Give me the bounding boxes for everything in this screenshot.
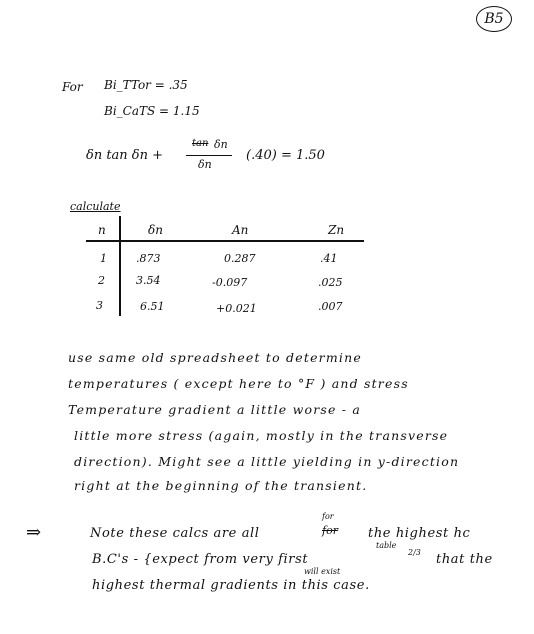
paragraph-line-6: right at the beginning of the transient. [74,478,368,493]
table-row-3-zn: .007 [318,300,343,313]
table-header-an: An [232,223,249,237]
note-line-2b: that the [436,552,493,567]
table-header-zn: Zn [328,223,345,237]
fraction-bar [186,155,232,156]
table-row-1-n: 1 [100,252,107,265]
equation-fraction-top: δn [214,138,228,151]
note-line-1b: the highest hc [368,526,471,541]
table-row-1-zn: .41 [320,252,338,265]
paragraph-line-1: use same old spreadsheet to determine [68,350,362,365]
note-line-1a: Note these calcs are all [90,526,260,541]
paragraph-line-3: Temperature gradient a little worse - a [68,402,362,417]
paragraph-line-2: temperatures ( except here to °F ) and stress [68,376,409,391]
table-row-2-n: 2 [98,274,105,287]
table-row-2-delta: 3.54 [136,274,161,287]
table-row-2-zn: .025 [318,276,343,289]
note-line-2a: B.C's - {expect from very first [92,552,309,567]
paragraph-line-4: little more stress (again, mostly in the transverse [74,428,449,443]
equation-struck-word: tan [192,138,209,149]
table-row-1-delta: .873 [136,252,161,265]
table-caption: calculate [70,200,121,213]
biot-line-2: Bi_CaTS = 1.15 [104,104,200,118]
biot-line-1: Bi_TTor = .35 [104,78,188,92]
table-vertical-rule [119,216,121,316]
equation-right: (.40) = 1.50 [246,148,325,163]
table-header-delta: δn [148,223,163,237]
table-header-rule [86,240,364,242]
table-row-1-an: 0.287 [224,252,256,265]
note-insert-table: table [376,541,397,550]
note-struck-for: for [322,524,338,537]
note-line-3: highest thermal gradients in this case. [92,578,370,593]
table-row-3-n: 3 [96,299,103,312]
table-header-n: n [98,223,106,237]
table-row-3-an: +0.021 [216,302,257,315]
equation-left: δn tan δn + [86,148,164,163]
note-insert-will-exist: will exist [304,567,341,576]
equation-fraction-bottom: δn [198,158,212,171]
arrow-icon: ⇒ [26,522,42,543]
for-label: For [62,80,83,94]
table-row-3-delta: 6.51 [140,300,165,313]
note-fraction-two-thirds: 2/3 [408,548,421,557]
page-number-badge: B5 [476,6,512,32]
note-insert-for: for [322,512,334,521]
paragraph-line-5: direction). Might see a little yielding in y-direction [74,454,460,469]
table-row-2-an: -0.097 [212,276,248,289]
